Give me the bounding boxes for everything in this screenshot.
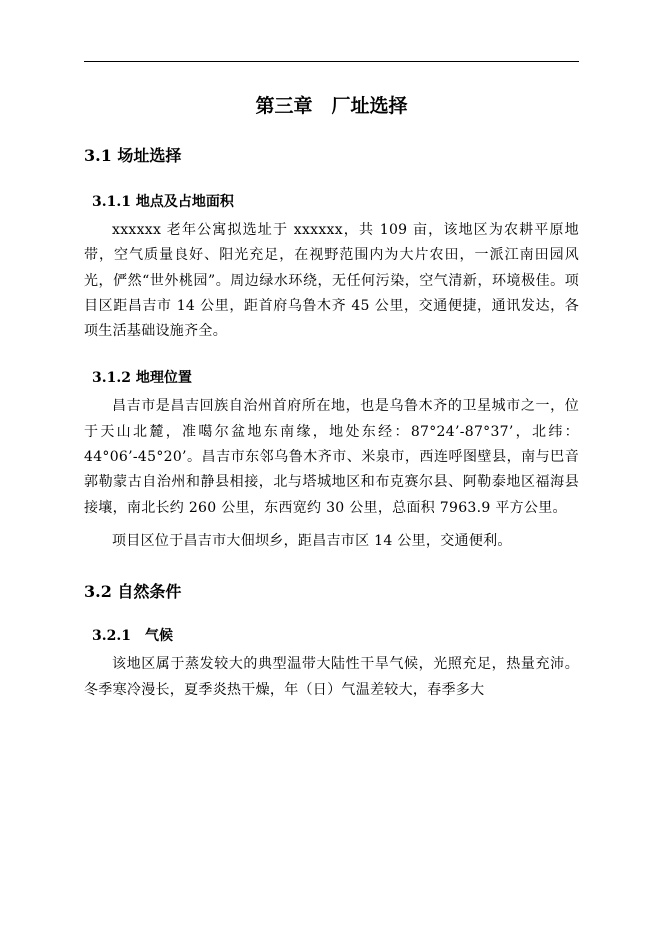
chapter-title: 第三章 厂址选择 xyxy=(255,95,408,117)
subsection-heading-3-2-1: 3.2.1 气候 xyxy=(92,628,173,645)
section-heading-3-1: 3.1 场址选择 xyxy=(84,146,182,165)
subsection-heading-3-1-2: 3.1.2 地理位置 xyxy=(92,370,192,387)
section-heading-3-2: 3.2 自然条件 xyxy=(84,582,182,602)
document-page xyxy=(84,86,579,703)
paragraph-geography: 昌吉市是昌吉回族自治州首府所在地，也是乌鲁木齐的卫星城市之一，位于天山北麓，准噶尔盆地东南缘，地处东经：87°24’-87°37’，北纬：44°06’-45°20’。昌吉市东邻乌鲁木齐市、米泉市，西连呼图壁县，南与巴音郭勒蒙古自治州和静县相接，北与塔城地区和布克赛尔县、阿勒泰地区福海县接壤，南北长约 260 公里，东西宽约 30 公里，总面积 7963.9 平方公里。 xyxy=(84,398,579,516)
paragraph-climate: 该地区属于蒸发较大的典型温带大陆性干旱气候，光照充足，热量充沛。冬季寒冷漫长，夏季炎热干燥，年（日）气温差较大，春季多大 xyxy=(84,656,579,698)
paragraph-project-area: 项目区位于昌吉市大佃坝乡，距昌吉市区 14 公里，交通便利。 xyxy=(112,532,512,549)
subsection-heading-3-1-1: 3.1.1 地点及占地面积 xyxy=(92,194,234,210)
header-rule xyxy=(84,61,579,62)
paragraph-location-area: xxxxxx 老年公寓拟选址于 xxxxxx，共 109 亩，该地区为农耕平原地带，空气质量良好、阳光充足，在视野范围内为大片农田，一派江南田园风光，俨然“世外桃园”。周边绿水环绕，无任何污染，空气清新，环境极佳。项目区距昌吉市 14 公里，距首府乌鲁木齐 45 公里，交通便捷，通讯发达，各项生活基础设施齐全。 xyxy=(84,222,579,340)
